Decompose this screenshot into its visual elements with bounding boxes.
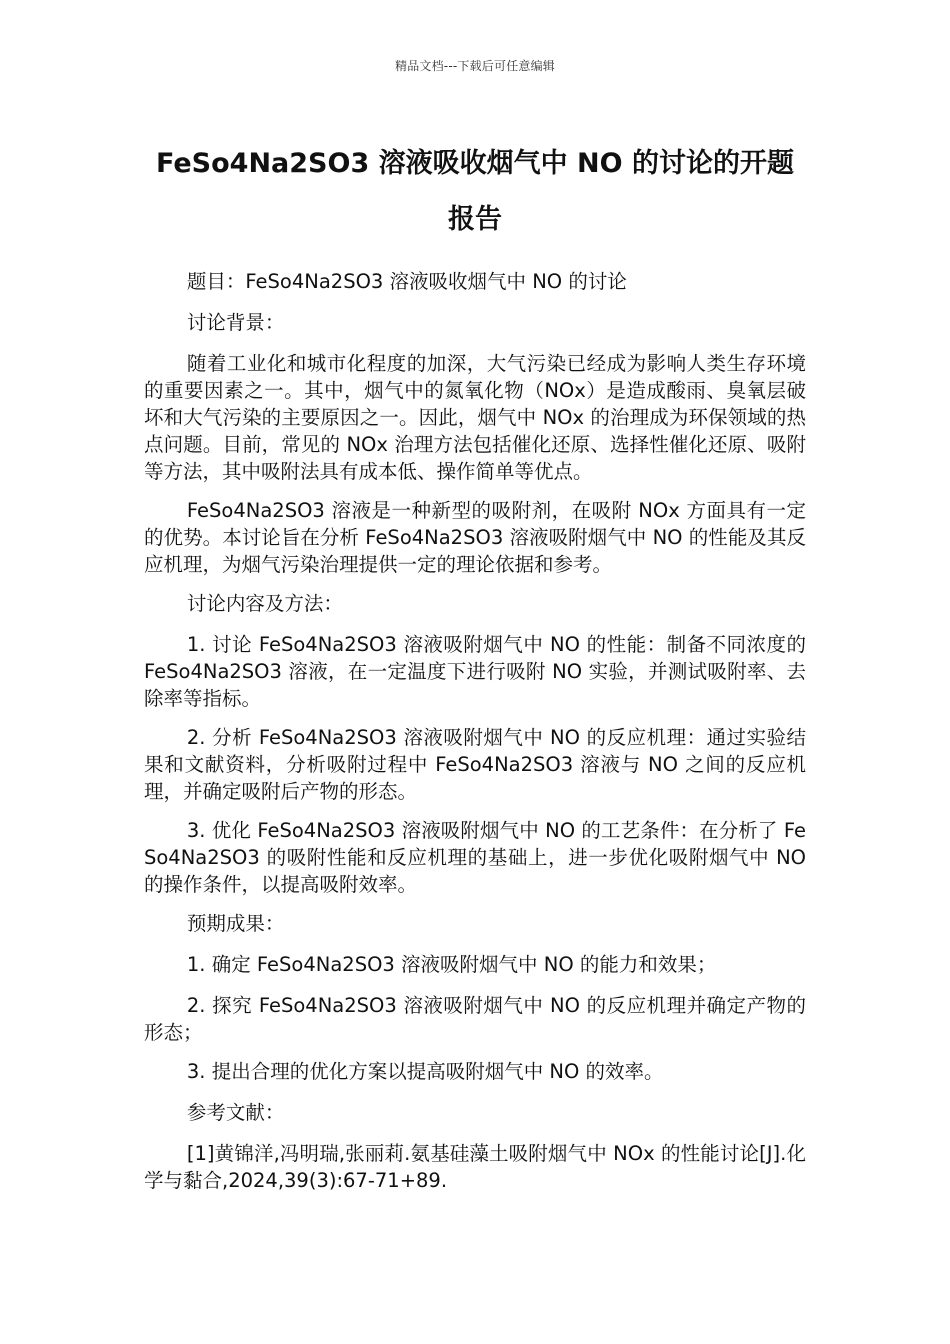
section-heading-results: 预期成果： <box>186 912 285 935</box>
purpose-paragraph: FeSo4Na2SO3 溶液是一种新型的吸附剂，在吸附 NOx 方面具有一定的优势。本讨论旨在分析 FeSo4Na2SO3 溶液吸附烟气中 NO 的性能及其反应机理，为烟气污染治理提供一定的理论依据和参考。 <box>144 499 806 576</box>
result-item-2: 2. 探究 FeSo4Na2SO3 溶液吸附烟气中 NO 的反应机理并确定产物的形态； <box>144 994 806 1044</box>
result-item-3: 3. 提出合理的优化方案以提高吸附烟气中 NO 的效率。 <box>186 1060 664 1083</box>
method-item-3: 3. 优化 FeSo4Na2SO3 溶液吸附烟气中 NO 的工艺条件：在分析了 FeSo4Na2SO3 的吸附性能和反应机理的基础上，进一步优化吸附烟气中 NO 的操作条件，以提高吸附效率。 <box>144 819 806 896</box>
section-heading-background: 讨论背景： <box>186 311 285 334</box>
method-item-2: 2. 分析 FeSo4Na2SO3 溶液吸附烟气中 NO 的反应机理：通过实验结果和文献资料，分析吸附过程中 FeSo4Na2SO3 溶液与 NO 之间的反应机理，并确定吸附后产物的形态。 <box>144 726 806 803</box>
section-heading-references: 参考文献： <box>186 1101 285 1124</box>
topic-line: 题目：FeSo4Na2SO3 溶液吸收烟气中 NO 的讨论 <box>186 270 627 293</box>
page-header: 精品文档---下载后可任意编辑 <box>395 59 555 73</box>
reference-item-1: [1]黄锦洋,冯明瑞,张丽莉.氨基硅藻土吸附烟气中 NOx 的性能讨论[J].化学与黏合,2024,39(3):67-71+89. <box>144 1142 806 1192</box>
document-title: FeSo4Na2SO3 溶液吸收烟气中 NO 的讨论的开题报告 <box>156 148 794 235</box>
document-body <box>144 268 806 1206</box>
section-heading-methods: 讨论内容及方法： <box>186 592 343 615</box>
result-item-1: 1. 确定 FeSo4Na2SO3 溶液吸附烟气中 NO 的能力和效果； <box>186 953 717 976</box>
background-paragraph: 随着工业化和城市化程度的加深，大气污染已经成为影响人类生存环境的重要因素之一。其中，烟气中的氮氧化物（NOx）是造成酸雨、臭氧层破坏和大气污染的主要原因之一。因此，烟气中 NOx 的治理成为环保领域的热点问题。目前，常见的 NOx 治理方法包括催化还原、选择性催化还原、吸附等方法，其中吸附法具有成本低、操作简单等优点。 <box>144 352 806 483</box>
method-item-1: 1. 讨论 FeSo4Na2SO3 溶液吸附烟气中 NO 的性能：制备不同浓度的 FeSo4Na2SO3 溶液，在一定温度下进行吸附 NO 实验，并测试吸附率、去除率等指标。 <box>144 633 806 710</box>
